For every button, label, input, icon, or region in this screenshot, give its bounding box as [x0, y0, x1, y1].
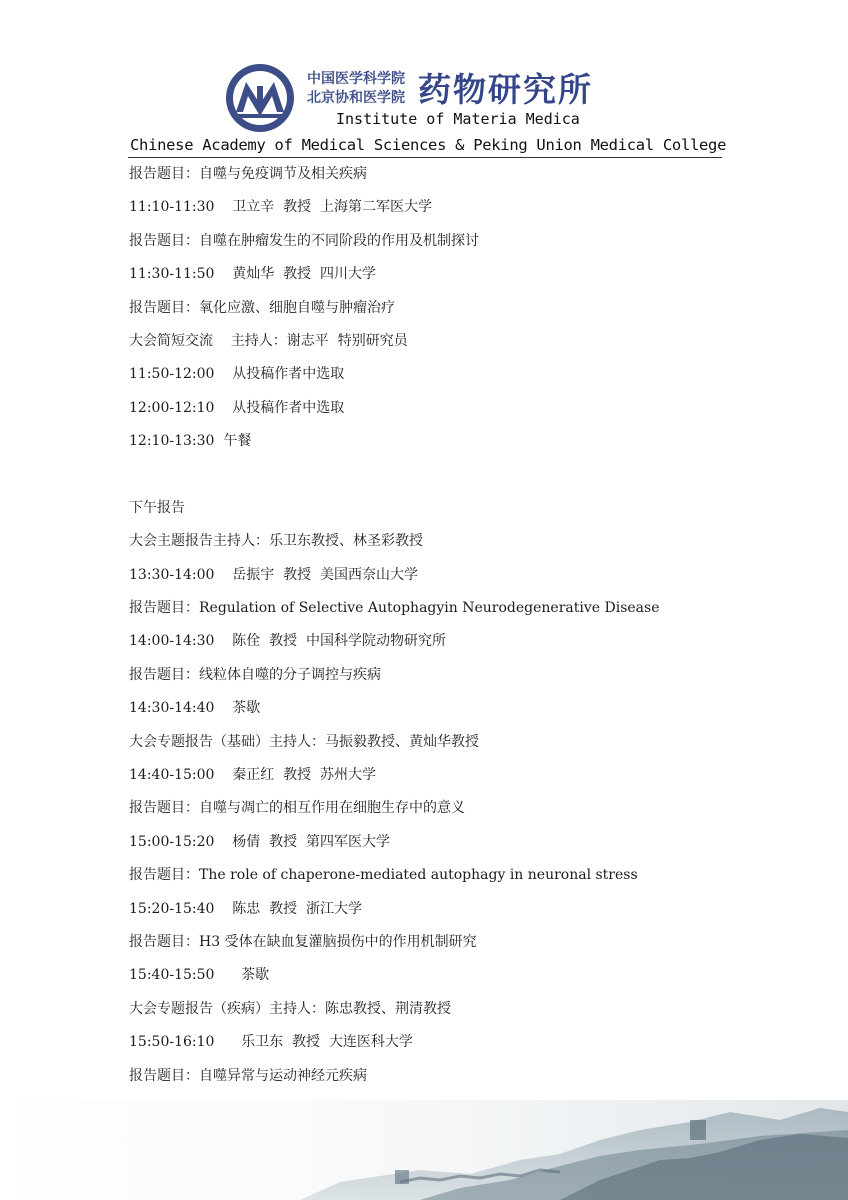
blank-line: [129, 464, 809, 497]
schedule-line: 12:10-13:30 午餐: [129, 433, 252, 450]
header-divider: [128, 157, 722, 158]
cams-name: 中国医学科学院: [307, 71, 405, 87]
schedule-line: 14:00-14:30 陈佺 教授 中国科学院动物研究所: [129, 633, 447, 650]
schedule-line: 11:50-12:00 从投稿作者中选取: [129, 366, 345, 383]
letterhead: [0, 0, 848, 160]
schedule-line: 14:40-15:00 秦正红 教授 苏州大学: [129, 767, 377, 784]
academy-name-en: Chinese Academy of Medical Sciences & Peking Union Medical College: [130, 136, 727, 154]
pumc-name: 北京协和医学院: [307, 90, 405, 106]
schedule-line: 报告题目：自噬在肿瘤发生的不同阶段的作用及机制探讨: [129, 232, 479, 249]
schedule-line: 报告题目：自噬异常与运动神经元疾病: [129, 1067, 367, 1084]
institute-name-en: Institute of Materia Medica: [336, 110, 580, 128]
schedule-line: 报告题目：自噬与凋亡的相互作用在细胞生存中的意义: [129, 800, 465, 817]
schedule-line: 报告题目：H3 受体在缺血复灌脑损伤中的作用机制研究: [129, 933, 477, 950]
schedule-line: 报告题目：自噬与免疫调节及相关疾病: [129, 166, 367, 182]
section-heading: 下午报告: [129, 499, 185, 516]
schedule-line: 15:50-16:10 乐卫东 教授 大连医科大学: [129, 1034, 413, 1051]
schedule-line: 15:00-15:20 杨倩 教授 第四军医大学: [129, 833, 391, 850]
schedule-line: 12:00-12:10 从投稿作者中选取: [129, 399, 345, 416]
schedule-line: 报告题目：线粒体自噬的分子调控与疾病: [129, 666, 381, 683]
schedule-line: 14:30-14:40 茶歇: [129, 700, 261, 717]
schedule-line: 大会专题报告（疾病）主持人：陈忠教授、荆清教授: [129, 1000, 451, 1017]
schedule-line: 大会主题报告主持人：乐卫东教授、林圣彩教授: [129, 533, 423, 550]
schedule-line: 报告题目：氧化应激、细胞自噬与肿瘤治疗: [129, 299, 395, 316]
schedule-line: 13:30-14:00 岳振宇 教授 美国西奈山大学: [129, 566, 419, 583]
schedule-line: 15:20-15:40 陈忠 教授 浙江大学: [129, 900, 363, 917]
schedule-line: 11:30-11:50 黄灿华 教授 四川大学: [129, 266, 377, 283]
great-wall-footer-illustration: [0, 1100, 848, 1200]
schedule-line: 大会简短交流 主持人：谢志平 特别研究员: [129, 332, 408, 349]
institute-name-cn: 药物研究所: [418, 70, 593, 109]
schedule-line: 报告题目：Regulation of Selective Autophagyin Neurodegenerative Disease: [129, 600, 660, 617]
schedule-line: 大会专题报告（基础）主持人：马振毅教授、黄灿华教授: [129, 733, 479, 750]
institute-logo: [224, 62, 296, 134]
schedule-line: 15:40-15:50 茶歇: [129, 967, 270, 984]
program-schedule: [129, 163, 809, 1098]
schedule-line: 11:10-11:30 卫立辛 教授 上海第二军医大学: [129, 199, 433, 216]
schedule-line: 报告题目：The role of chaperone-mediated autophagy in neuronal stress: [129, 867, 638, 884]
